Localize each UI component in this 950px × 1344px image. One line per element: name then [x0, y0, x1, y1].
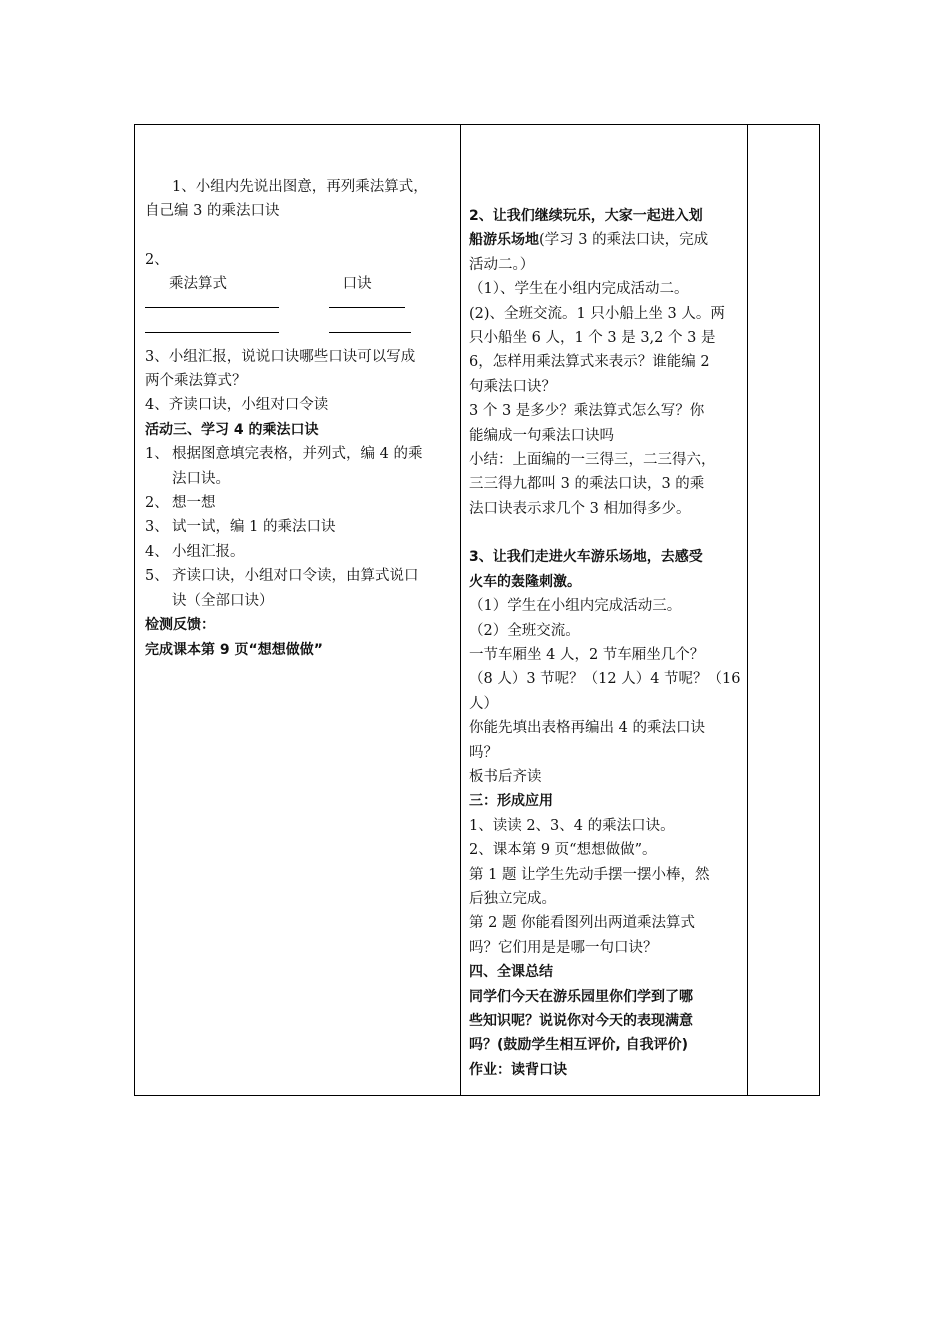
list-number: 1、	[145, 446, 169, 463]
section-2-heading-note: (学习 3 的乘法口诀，完成	[539, 232, 709, 249]
fill-in-blanks	[145, 297, 452, 345]
notes-column	[748, 125, 820, 1095]
body-line: 你能先填出表格再编出 4 的乘法口诀	[469, 720, 705, 737]
fill-in-headers	[145, 272, 452, 296]
list-text: 诀（全部口诀）	[172, 592, 274, 609]
student-activity-column	[135, 125, 460, 1095]
body-line: （1）、学生在小组内完成活动二。	[469, 281, 689, 298]
section-2-heading-bold: 船游乐场地	[469, 232, 539, 249]
blank-line	[145, 332, 279, 333]
body-line: （1）学生在小组内完成活动三。	[469, 598, 682, 615]
summary-bold-line: 同学们今天在游乐园里你们学到了哪	[469, 988, 693, 1005]
body-line: 吗？	[469, 744, 498, 761]
body-line: 活动二。）	[469, 256, 535, 273]
body-line: 6，怎样用乘法算式来表示？谁能编 2	[469, 354, 710, 371]
body-line: 句乘法口诀？	[469, 378, 556, 395]
section-3-heading: 火车的轰隆刺激。	[469, 573, 581, 590]
step-1-line: 自己编 3 的乘法口诀	[145, 203, 280, 220]
step-2-line: 2、	[145, 251, 169, 268]
list-number: 4、	[145, 543, 169, 560]
body-line: 只小船坐 6 人，1 个 3 是 3,2 个 3 是	[469, 330, 716, 347]
body-line: 能编成一句乘法口诀吗	[469, 427, 614, 444]
list-item	[145, 491, 452, 515]
section-2-heading: 2、让我们继续玩乐，大家一起进入划	[469, 208, 703, 224]
summary-bold-line: 吗？(鼓励学生相互评价, 自我评价)	[469, 1037, 688, 1054]
body-line: 板书后齐读	[469, 768, 542, 785]
step-3-line: 3、小组汇报，说说口诀哪些口诀可以写成	[145, 348, 416, 365]
list-item	[145, 564, 452, 613]
list-text: 根据图意填完表格，并列式，编 4 的乘	[172, 446, 423, 463]
list-number: 3、	[145, 519, 169, 536]
body-line: 第 2 题 你能看图列出两道乘法算式	[469, 915, 696, 932]
section-four-heading: 四、全课总结	[469, 964, 553, 981]
body-line: (2)、全班交流。1 只小船上坐 3 人。两	[469, 305, 725, 322]
teacher-activity-column	[461, 125, 747, 1095]
list-text: 齐读口诀，小组对口令读，由算式说口	[172, 568, 419, 585]
list-number: 2、	[145, 495, 169, 512]
check-feedback-heading: 检测反馈：	[145, 617, 215, 634]
list-item	[145, 540, 452, 564]
section-2-heading	[469, 228, 741, 252]
section-three-heading: 三：形成应用	[469, 793, 553, 810]
summary-line: 法口诀表示求几个 3 相加得多少。	[469, 500, 691, 517]
list-number: 5、	[145, 568, 169, 585]
summary-bold-line: 些知识呢？说说你对今天的表现满意	[469, 1013, 693, 1029]
body-line: 3 个 3 是多少？乘法算式怎么写？你	[469, 403, 705, 420]
lesson-table	[134, 124, 820, 1096]
body-line: 1、读读 2、3、4 的乘法口诀。	[469, 817, 675, 834]
body-line: 2、课本第 9 页“想想做做”。	[469, 842, 657, 859]
body-line: 一节车厢坐 4 人，2 节车厢坐几个？	[469, 646, 705, 663]
summary-line: 三三得九都叫 3 的乘法口诀，3 的乘	[469, 476, 705, 493]
section-3-heading: 3、让我们走进火车游乐场地，去感受	[469, 549, 703, 566]
body-line: 吗？它们用是是哪一句口诀？	[469, 939, 658, 956]
formula-header: 乘法算式	[169, 276, 227, 293]
homework-line: 作业：读背口诀	[469, 1061, 567, 1078]
list-text: 小组汇报。	[172, 543, 245, 560]
rhyme-header: 口诀	[342, 276, 372, 293]
list-text: 试一试，编 1 的乘法口诀	[172, 519, 336, 536]
list-text: 法口诀。	[172, 470, 230, 487]
blank-line	[145, 307, 279, 308]
activity-3-heading: 活动三、学习 4 的乘法口诀	[145, 421, 319, 438]
textbook-task-heading: 完成课本第 9 页“想想做做”	[145, 641, 323, 658]
blank-line	[329, 307, 405, 308]
body-line: 后独立完成。	[469, 890, 556, 907]
list-item	[145, 515, 452, 539]
blank-line	[329, 332, 411, 333]
step-3-line: 两个乘法算式？	[145, 373, 247, 390]
body-line: （8 人）3 节呢？（12 人）4 节呢？（16	[469, 671, 741, 688]
list-item	[145, 442, 452, 491]
list-text: 想一想	[172, 495, 216, 512]
summary-line: 小结：上面编的一三得三，二三得六，	[469, 452, 716, 469]
step-1-line: 1、小组内先说出图意，再列乘法算式，	[172, 179, 428, 195]
body-line: 人）	[469, 695, 498, 712]
step-4-line: 4、齐读口诀，小组对口令读	[145, 397, 329, 414]
body-line: 第 1 题 让学生先动手摆一摆小棒，然	[469, 866, 710, 883]
body-line: （2）全班交流。	[469, 622, 580, 639]
